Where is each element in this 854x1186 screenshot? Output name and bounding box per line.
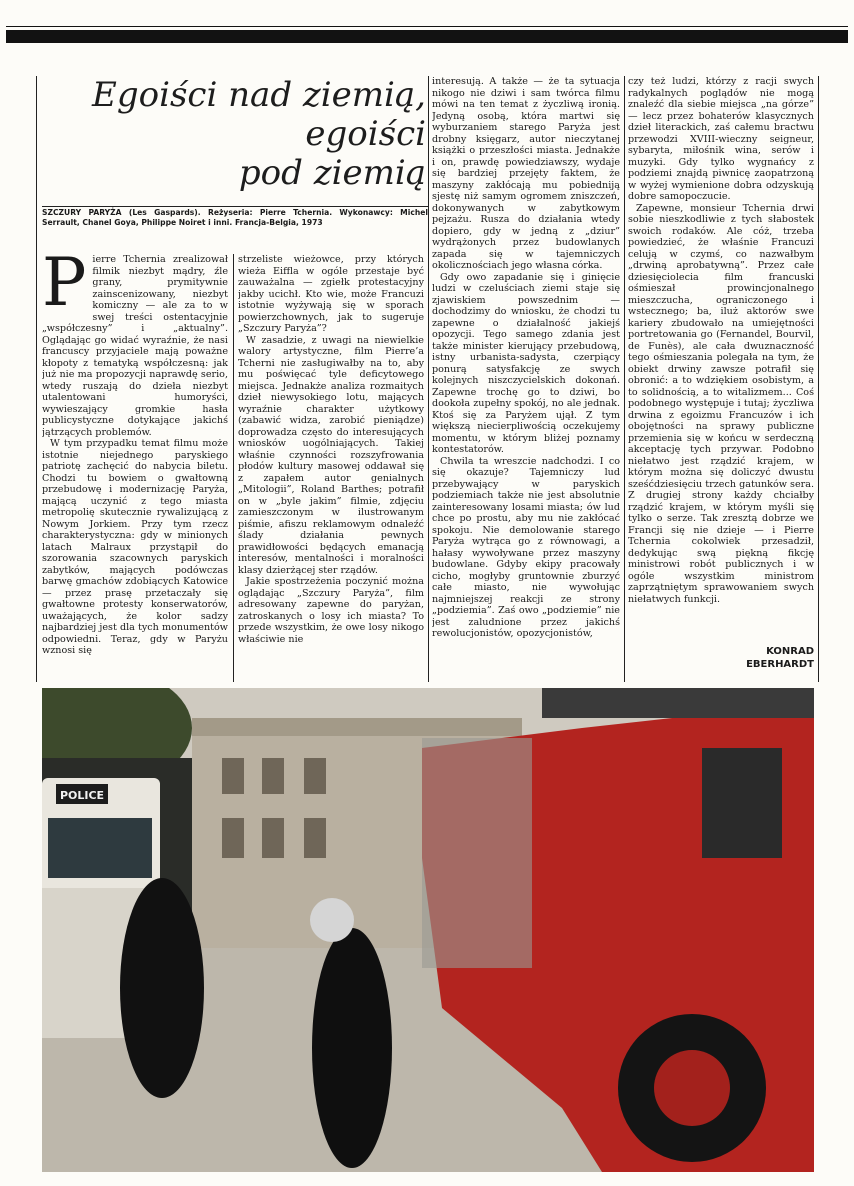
credits-rule	[42, 206, 428, 207]
police-sign-text: POLICE	[59, 789, 105, 802]
palace-window	[262, 818, 284, 858]
film-still-photo	[42, 688, 814, 1172]
paragraph: czy też ludzi, którzy z racji swych radykalnych poglądów nie mogą znaleźć dla siebie miejsca „na górze” — lecz przez bohaterów klasycznych dzieł literackich, zaś całemu bractwu przewodzi XVIII-wieczny seigneur, sybaryta, miłośnik wina, serów i muzyki. Gdy tylko wygnańcy z podziemi znajdą piwnicę zaopatrzoną w wyżej wymienione dobra odzyskują dobre samopoczucie.	[628, 76, 814, 202]
paragraph: Jakie spostrzeżenia poczynić można oglądając „Szczury Paryża”, film adresowany zapewne do paryżan, zatroskanych o losy ich miasta? To przede wszystkim, że owe losy nikogo właściwie nie	[238, 576, 424, 645]
fire-engine-open-door	[422, 738, 532, 968]
fire-engine-window	[702, 748, 782, 858]
drop-cap: P	[42, 254, 87, 321]
palace-cornice	[192, 718, 522, 736]
palace-window	[304, 818, 326, 858]
paragraph-text: ierre Tchernia zrealizował filmik niezbyt mądry, źle grany, prymitywnie zainscenizowany, niezbyt komiczny — ale za to w swej treści ostentacyjnie „współczesny” i „aktualny”. Oglądając go widać wyraźnie, że nasi francuscy przyjaciele mają poważne kłopoty z tematyką współczesną: jak już nie ma propozycji naprawdę serio, wtedy ruszają do dzieła niezbyt utalentowani humoryści, wywieszający gromkie hasła publicystyczne dotykające jakichś jątrzących problemów.	[42, 254, 228, 438]
title-line-3: pod ziemią	[238, 153, 426, 193]
column-rule-3	[624, 76, 625, 682]
paragraph: Chwila ta wreszcie nadchodzi. I co się okazuje? Tajemniczy lud przebywający w paryskich podziemiach także nie jest absolutnie zainteresowany losami miasta; ów lud chce po prostu, aby mu nie zakłócać spokoju. Nie demolowanie starego Paryża wytrąca go z równowagi, a hałasy wywoływane przez maszyny budowlane. Gdyby ekipy pracowały cicho, mogłyby gruntownie zburzyć całe miasto, nie wywołując najmniejszej reakcji ze strony „podziemia”. Zaś owo „podziemie” nie jest zaludnione przez jakichś rewolucjonistów, opozycjonistów,	[432, 455, 620, 639]
film-credits: SZCZURY PARYŻA (Les Gaspards). Reżyseria: Pierre Tchernia. Wykonawcy: Michel Serrault, Chanel Goya, Philippe Noiret i inni. Francja-Belgia, 1973	[42, 208, 428, 227]
title-line-2: egoiści	[305, 114, 426, 154]
column-rule-2	[428, 76, 429, 682]
running-fireman	[312, 928, 392, 1168]
article-column-1	[42, 254, 228, 682]
fireman-helmet	[310, 898, 354, 942]
paragraph: strzeliste wieżowce, przy których wieża Eiffla w ogóle przestaje być zauważalna — zgiełk protestacyjny jakby ucichł. Kto wie, może Francuzi istotnie wyżywają się w sporach powierzchownych, jak to sugeruje „Szczury Paryża”?	[238, 254, 424, 334]
running-policeman	[120, 878, 204, 1098]
fire-engine-hub	[654, 1050, 730, 1126]
article-column-2	[238, 254, 424, 682]
paragraph	[42, 254, 228, 438]
film-still-illustration	[42, 688, 814, 1172]
article-column-4	[628, 76, 814, 636]
author-byline	[728, 645, 814, 671]
paragraph: W zasadzie, z uwagi na niewielkie walory artystyczne, film Pierre’a Tcherni nie zasługiwałby na to, aby mu poświęcać tyle deficytowego miejsca. Jednakże analiza rozmaitych dzieł niewysokiego lotu, mających wyraźnie charakter użytkowy (zabawić widza, zarobić pieniądze) doprowadza często do interesujących wniosków uogólniających. Takiej właśnie czynności rozszyfrowania płodów kultury masowej oddawał się z zapałem autor genialnych „Mitologii”, Roland Barthes; potrafił on w „byle jakim” filmie, zdjęciu zamieszczonym w ilustrowanym piśmie, afiszu reklamowym odnaleźć ślady działania pewnych prawidłowości będących emanacją interesów, mentalności i moralności klasy dzierżącej ster rządów.	[238, 334, 424, 576]
column-rule-left	[36, 76, 37, 682]
article-title	[44, 76, 426, 193]
palace-window	[222, 818, 244, 858]
column-rule-right	[818, 76, 819, 682]
palace-window	[304, 758, 326, 794]
title-line-1: Egoiści nad ziemią,	[92, 75, 426, 115]
police-van-windshield	[48, 818, 152, 878]
paragraph: Zapewne, monsieur Tchernia drwi sobie nieszkodliwie z tych słabostek swoich rodaków. Ale cóż, trzeba powiedzieć, że właśnie Francuzi celują w czymś, co nazwałbym „drwiną aprobatywną”. Przez całe dziesięciolecia film francuski ośmieszał prowincjonalnego mieszczucha, ograniczonego i wstecznego; ba, iluż aktorów swe kariery zbudowało na umiejętności portretowania go (Fernandel, Bourvil, de Funès), ale cała dwuznaczność tego ośmieszania polegała na tym, że obiekt drwiny zawsze potrafił się obronić: a to wdziękiem osobistym, a to solidnością, a to witalizmem... Coś podobnego występuje i tutaj; życzliwa drwina z egoizmu Francuzów i ich obojętności na sprawy publiczne przemienia się w końcu w serdeczną akceptację tych przywar. Podobno niełatwo jest rządzić krajem, w którym można się doliczyć dwustu sześćdziesięciu trzech gatunków sera. Z drugiej strony każdy chciałby rządzić krajem, w którym myśli się tylko o serze. Tak zresztą dobrze we Francji się nie dzieje — i Pierre Tchernia cokolwiek przesadził, dedykując swą piękną fikcję ministrowi robót publicznych i w ogóle wszystkim ministrom zaprzątniętym sprawowaniem swych niełatwych funkcji.	[628, 202, 814, 605]
paragraph: W tym przypadku temat filmu może istotnie niejednego paryskiego patriotę zachęcić do nabycia biletu. Chodzi tu bowiem o gwałtowną przebudowę i modernizację Paryża, mającą uczynić z tego miasta metropolię skutecznie rywalizującą z Nowym Jorkiem. Przy tym rzecz charakterystyczna: gdy w minionych latach Malraux przystąpił do szorowania szacownych paryskich zabytków, mających podówczas barwę gmachów zdobiących Katowice — przez prasę przetaczały się gwałtowne protesty konserwatorów, uważających, że kolor sadzy najbardziej jest dla tych monumentów odpowiedni. Teraz, gdy w Paryżu wznosi się	[42, 438, 228, 656]
paragraph: Gdy owo zapadanie się i ginięcie ludzi w czeluściach ziemi staje się zjawiskiem powszednim — dochodzimy do wniosku, że chodzi tu zapewne o działalność jakiejś opozycji. Tego samego zdania jest także minister kierujący przebudową, istny urbanista-sadysta, czerpiący ponurą satysfakcję ze swych kolejnych niszczycielskich dokonań. Zapewne trochę go to dziwi, bo dookoła zupełny spokój, no ale jednak. Ktoś się za Paryżem ujął. Z tym większą niecierpliwością oczekujemy momentu, w którym bliżej poznamy kontestatorów.	[432, 271, 620, 455]
palace-window	[222, 758, 244, 794]
author-last-name: EBERHARDT	[746, 659, 814, 670]
paragraph: interesują. A także — że ta sytuacja nikogo nie dziwi i sam twórca filmu mówi na ten temat z życzliwą ironią. Jedyną osobą, która martwi się wyburzaniem starego Paryża jest drobny księgarz, autor nieczytanej książki o przeszłości miasta. Jednakże i on, prawdę powiedziawszy, wydaje się bardziej przejęty faktem, że maszyny zakłócają mu pobiedniją sjestę niż samym ogromem zniszczeń, dokonywanych w zabytkowym pejzażu. Rusza do działania wtedy dopiero, gdy w jedną z „dziur” wydrążonych przez budowlanych zapada się w tajemniczych okolicznościach jego własna córka.	[432, 76, 620, 271]
fire-engine-ladder	[542, 688, 814, 718]
palace-window	[262, 758, 284, 794]
header-rule-thin	[6, 26, 848, 27]
author-first-name: KONRAD	[766, 646, 814, 657]
article-column-3	[432, 76, 620, 682]
column-rule-1	[233, 254, 234, 682]
header-rule-bar	[6, 30, 848, 43]
